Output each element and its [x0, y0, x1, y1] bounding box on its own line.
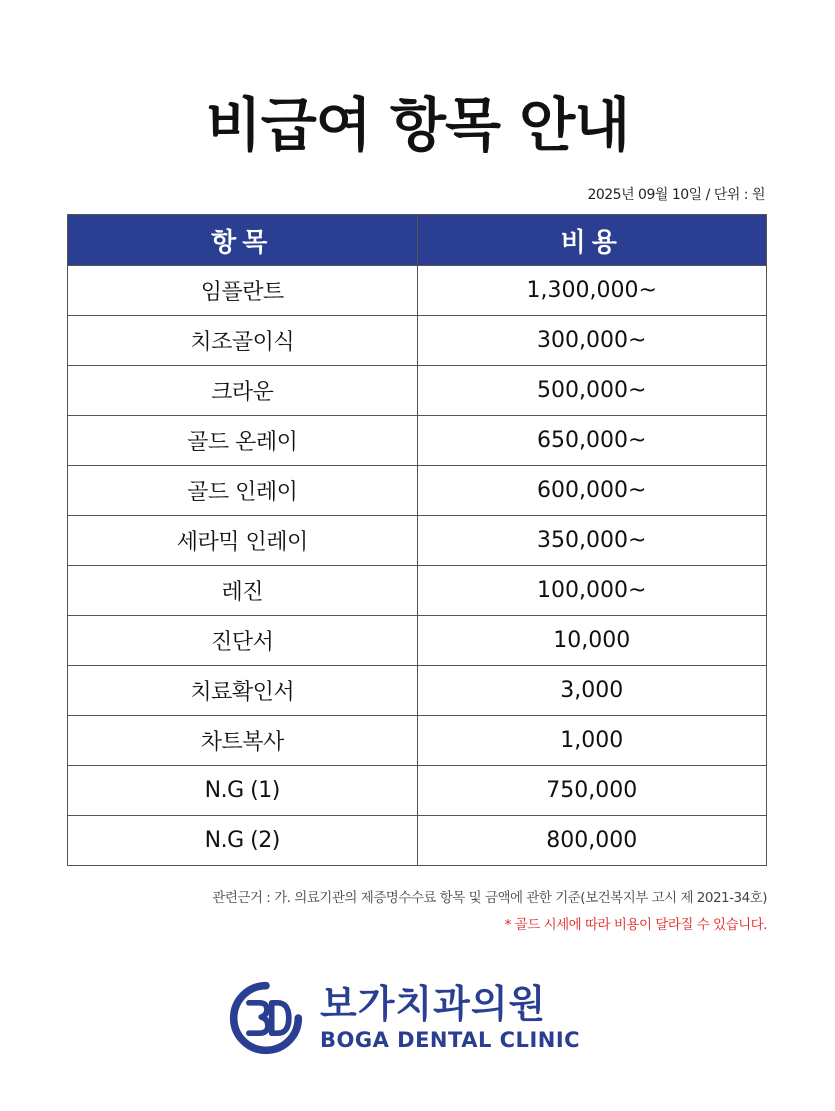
table-row — [68, 716, 767, 766]
item-price: 350,000~ — [417, 516, 767, 566]
item-name: 차트복사 — [68, 716, 418, 766]
page-title: 비급여 항목 안내 — [205, 91, 630, 159]
item-price: 600,000~ — [417, 466, 767, 516]
item-price: 800,000 — [417, 816, 767, 866]
item-name: 임플란트 — [68, 266, 418, 316]
price-table — [67, 214, 767, 866]
item-price: 1,300,000~ — [417, 266, 767, 316]
table-row — [68, 666, 767, 716]
header-cost: 비용 — [417, 215, 767, 266]
table-row — [68, 766, 767, 816]
item-price: 650,000~ — [417, 416, 767, 466]
item-price: 10,000 — [417, 616, 767, 666]
item-name: 진단서 — [68, 616, 418, 666]
item-price: 750,000 — [417, 766, 767, 816]
clinic-logo — [228, 980, 580, 1056]
clinic-name-english: BOGA DENTAL CLINIC — [320, 1027, 581, 1052]
item-name: 골드 인레이 — [68, 466, 418, 516]
table-header-row — [68, 215, 767, 266]
item-price: 500,000~ — [417, 366, 767, 416]
table-row — [68, 466, 767, 516]
item-price: 300,000~ — [417, 316, 767, 366]
item-name: 골드 온레이 — [68, 416, 418, 466]
item-name: 세라믹 인레이 — [68, 516, 418, 566]
item-name: 치조골이식 — [68, 316, 418, 366]
table-row — [68, 566, 767, 616]
table-row — [68, 266, 767, 316]
item-name: N.G (1) — [68, 766, 418, 816]
header-item: 항목 — [68, 215, 418, 266]
item-name: 레진 — [68, 566, 418, 616]
legal-basis-text: 관련근거 : 가. 의료기관의 제증명수수료 항목 및 금액에 관한 기준(보건복지부 고시 제 2021-34호) — [212, 890, 767, 906]
bd-logo-icon — [228, 980, 304, 1056]
table-row — [68, 366, 767, 416]
table-row — [68, 516, 767, 566]
item-name: 크라운 — [68, 366, 418, 416]
clinic-name-korean: 보가치과의원 — [320, 982, 547, 1027]
item-price: 1,000 — [417, 716, 767, 766]
item-price: 3,000 — [417, 666, 767, 716]
table-row — [68, 616, 767, 666]
table-row — [68, 316, 767, 366]
item-name: 치료확인서 — [68, 666, 418, 716]
item-price: 100,000~ — [417, 566, 767, 616]
date-unit-label: 2025년 09월 10일 / 단위 : 원 — [587, 187, 765, 203]
item-name: N.G (2) — [68, 816, 418, 866]
gold-price-note: * 골드 시세에 따라 비용이 달라질 수 있습니다. — [504, 917, 767, 933]
table-row — [68, 816, 767, 866]
table-row — [68, 416, 767, 466]
